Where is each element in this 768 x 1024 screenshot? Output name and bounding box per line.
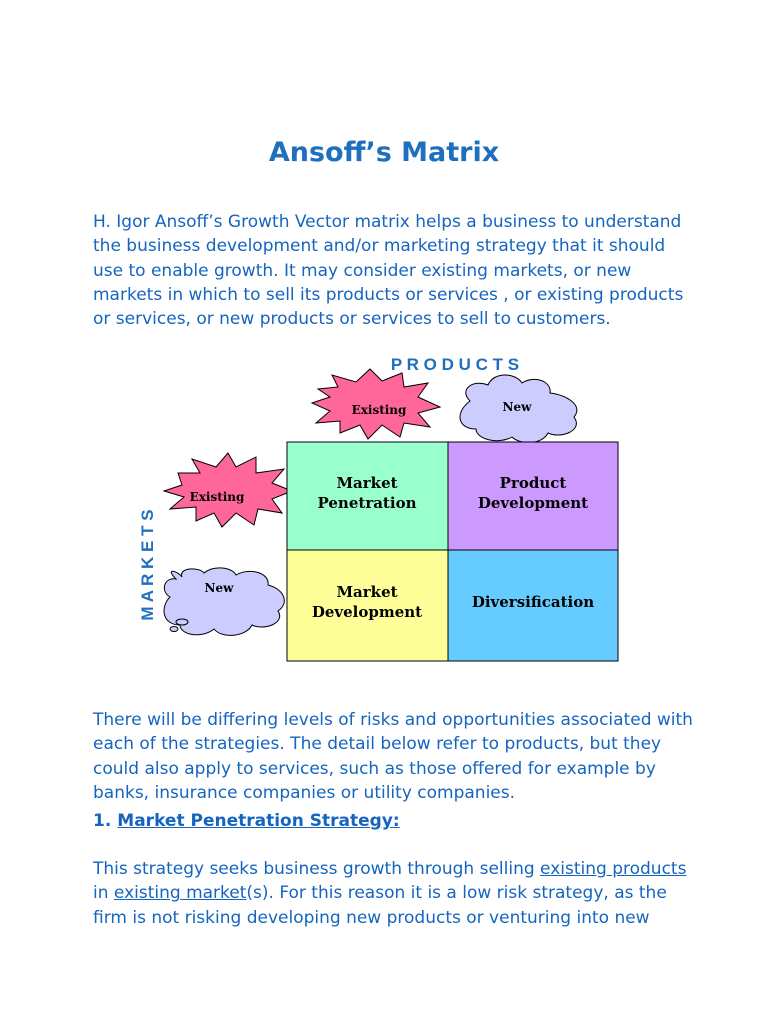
ansoff-matrix-diagram bbox=[0, 345, 768, 685]
existing-products-link[interactable]: existing products bbox=[540, 859, 687, 879]
strategy-text-2: in bbox=[93, 883, 114, 904]
markets-new-cloud bbox=[164, 568, 284, 635]
product-development-label-1: Product bbox=[499, 474, 567, 492]
section-number: 1. bbox=[93, 811, 112, 831]
products-existing-label: Existing bbox=[351, 403, 407, 417]
strategy-paragraph bbox=[93, 857, 693, 930]
section-title: Market Penetration Strategy: bbox=[117, 811, 400, 831]
markets-existing-label: Existing bbox=[189, 490, 245, 504]
section-heading-market-penetration bbox=[93, 811, 400, 831]
existing-market-link[interactable]: existing market bbox=[113, 883, 247, 904]
products-axis-label: P R O D U C T S bbox=[390, 355, 520, 374]
page-title: Ansoff’s Matrix bbox=[268, 137, 500, 168]
products-new-label: New bbox=[502, 400, 532, 414]
markets-axis-label: M A R K E T S bbox=[138, 509, 157, 621]
product-development-label-2: Development bbox=[477, 494, 589, 512]
risk-paragraph: There will be differing levels of risks and opportunities associated with each of the strategies. The detail below refer to products, but they could also apply to services, such as those offered for example by banks, insurance companies or utility companies. bbox=[93, 710, 693, 803]
intro-paragraph: H. Igor Ansoff’s Growth Vector matrix helps a business to understand the business development and/or marketing strategy that it should use to enable growth. It may consider existing markets, or new markets in which to sell its products or services , or existing products or services, or new products or services to sell to customers. bbox=[93, 212, 684, 330]
diversification-label: Diversification bbox=[471, 593, 595, 611]
market-penetration-label-2: Penetration bbox=[317, 494, 417, 512]
strategy-text-1: This strategy seeks business growth through selling bbox=[93, 859, 541, 879]
strategy-text-3: (s). For this reason it is a low risk strategy, as the firm is not risking developing new products or venturing into new bbox=[93, 883, 667, 928]
market-penetration-label-1: Market bbox=[336, 474, 398, 492]
market-development-label-1: Market bbox=[336, 583, 398, 601]
markets-new-label: New bbox=[204, 581, 234, 595]
market-development-label-2: Development bbox=[311, 603, 423, 621]
